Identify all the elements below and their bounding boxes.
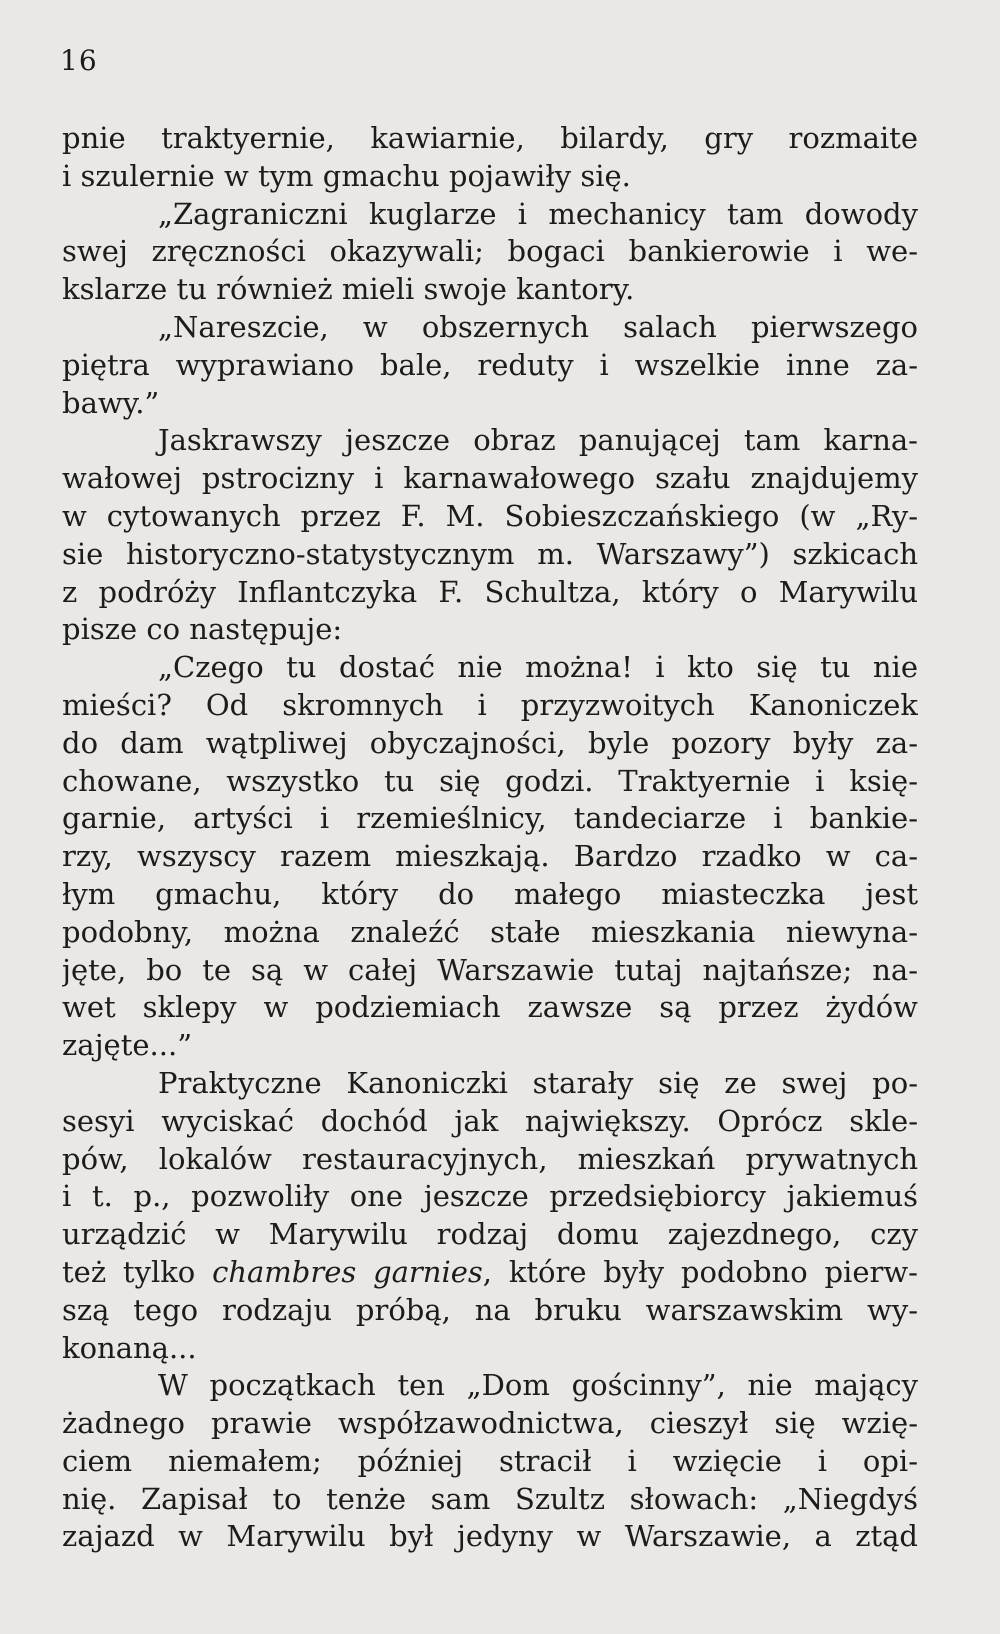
text-line: mieści? Od skromnych i przyzwoitych Kanoniczek xyxy=(62,687,918,722)
text-line: żadnego prawie współzawodnictwa, cieszył się wzię- xyxy=(62,1406,918,1441)
text-line: zajęte...” xyxy=(62,1028,193,1063)
text-line: pów, lokalów restauracyjnych, mieszkań prywatnych xyxy=(62,1141,918,1176)
text-line: i t. p., pozwoliły one jeszcze przedsiębiorcy jakiemuś xyxy=(62,1179,918,1214)
page-number: 16 xyxy=(60,44,98,77)
text-line: kslarze tu również mieli swoje kantory. xyxy=(62,272,635,307)
text-line: podobny, można znaleźć stałe mieszkania niewyna- xyxy=(62,914,918,949)
text-line: łym gmachu, który do małego miasteczka jest xyxy=(62,876,918,911)
text-line: chowane, wszystko tu się godzi. Traktyernie i księ- xyxy=(62,763,918,798)
text-line: Jaskrawszy jeszcze obraz panującej tam karna- xyxy=(158,423,918,458)
text-line: rzy, wszyscy razem mieszkają. Bardzo rzadko w ca- xyxy=(62,839,918,874)
text-line: Praktyczne Kanoniczki starały się ze swej po- xyxy=(158,1065,918,1100)
text-line: i szulernie w tym gmachu pojawiły się. xyxy=(62,158,631,193)
text-line: do dam wątpliwej obyczajności, byle pozory były za- xyxy=(62,725,918,760)
text-line: „Zagraniczni kuglarze i mechanicy tam dowody xyxy=(158,196,918,231)
text-line: W początkach ten „Dom gościnny”, nie mający xyxy=(158,1368,918,1403)
text-line: z podróży Inflantczyka F. Schultza, który o Marywilu xyxy=(62,574,918,609)
text-line: garnie, artyści i rzemieślnicy, tandeciarze i bankie- xyxy=(62,801,918,836)
text-line: szą tego rodzaju próbą, na bruku warszawskim wy- xyxy=(62,1292,918,1327)
text-line: bawy.” xyxy=(62,385,160,420)
text-line: sie historyczno-statystycznym m. Warszawy”) szkicach xyxy=(62,536,918,571)
text-line xyxy=(62,1254,918,1292)
text-line: wet sklepy w podziemiach zawsze są przez żydów xyxy=(62,990,918,1025)
italic-phrase: chambres garnies xyxy=(212,1254,483,1289)
text-line: „Nareszcie, w obszernych salach pierwszego xyxy=(158,309,918,344)
text-line: swej zręczności okazywali; bogaci bankierowie i we- xyxy=(62,234,918,269)
text-fragment: , które były podobno pierw- xyxy=(482,1254,918,1289)
text-line: konaną... xyxy=(62,1330,197,1365)
text-line: pisze co następuje: xyxy=(62,612,343,647)
text-line: ciem niemałem; później stracił i wzięcie i opi- xyxy=(62,1443,918,1478)
text-line: pnie traktyernie, kawiarnie, bilardy, gry rozmaite xyxy=(62,121,918,155)
text-line: wałowej pstrocizny i karnawałowego szału znajdujemy xyxy=(62,461,918,496)
text-line: piętra wyprawiano bale, reduty i wszelkie inne za- xyxy=(62,347,918,382)
text-line: sesyi wyciskać dochód jak największy. Oprócz skle- xyxy=(62,1103,918,1138)
text-line: zajazd w Marywilu był jedyny w Warszawie, a ztąd xyxy=(62,1519,918,1554)
body-text xyxy=(62,120,918,1556)
text-fragment: też tylko xyxy=(62,1254,213,1289)
text-line: w cytowanych przez F. M. Sobieszczańskiego (w „Ry- xyxy=(62,498,918,533)
text-line: jęte, bo te są w całej Warszawie tutaj najtańsze; na- xyxy=(62,952,918,987)
text-line: „Czego tu dostać nie można! i kto się tu nie xyxy=(158,650,918,685)
text-line: nię. Zapisał to tenże sam Szultz słowach: „Niegdyś xyxy=(62,1481,918,1516)
text-line: urządzić w Marywilu rodzaj domu zajezdnego, czy xyxy=(62,1217,918,1252)
